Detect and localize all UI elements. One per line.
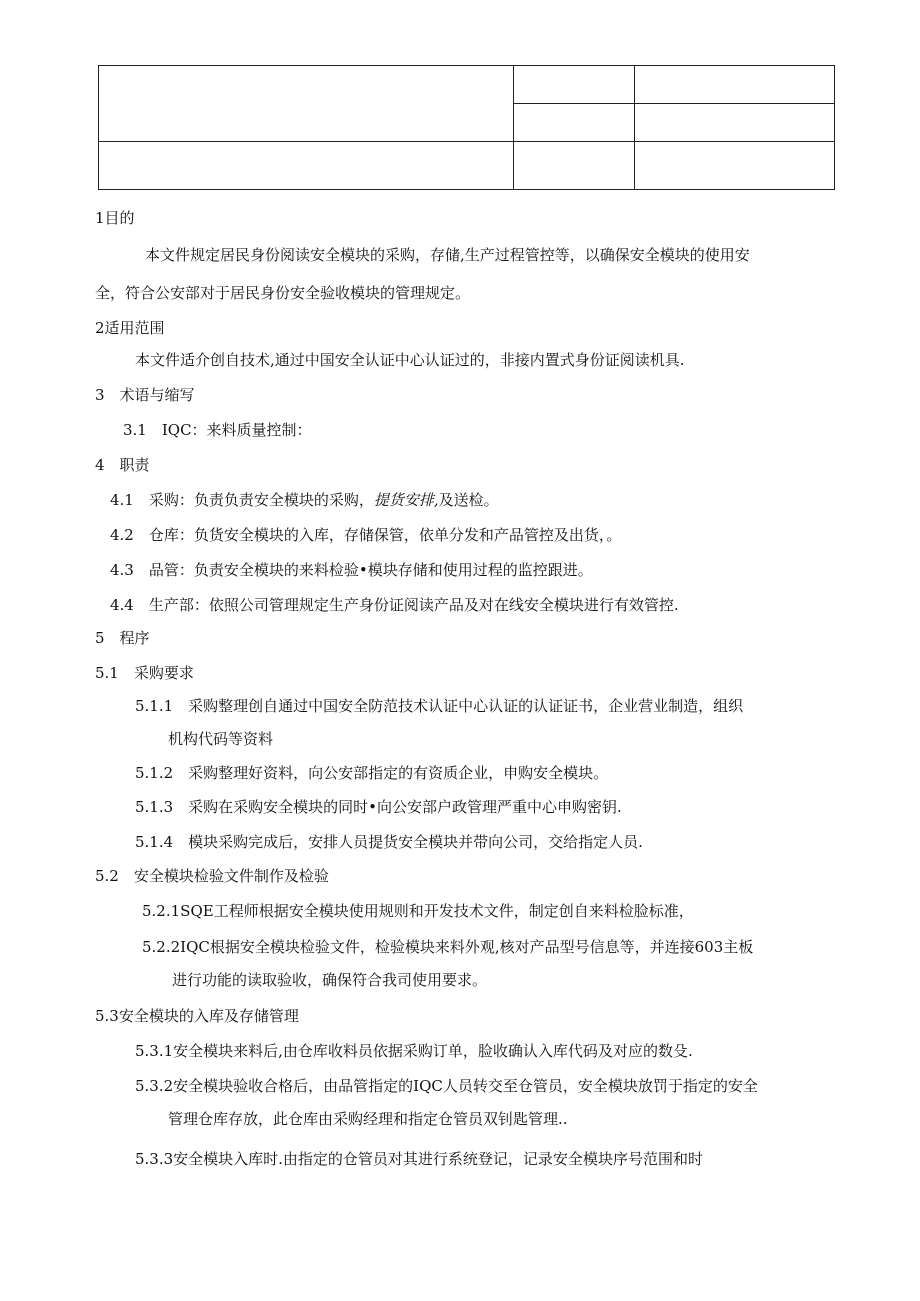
header-cell [635, 66, 835, 104]
section-2-paragraph: 本文件适介创自技术,通过中国安全认证中心认证过的，非接内置式身份证阅读机具. [135, 351, 685, 369]
section-5-3-1: 5.3.1安全模块来料后,由仓库收料员依据采购订单，脸收确认入库代码及对应的数殳. [135, 1042, 693, 1060]
header-cell [635, 142, 835, 190]
section-3-title: 3 术语与缩写 [95, 386, 195, 404]
section-5-3-3: 5.3.3安全模块入库时.由指定的仓管员对其进行系统登记，记录安全模块序号范围和时 [135, 1150, 703, 1168]
header-cell [514, 66, 635, 104]
section-4-1-italic: 提货安排, [373, 491, 439, 509]
section-5-1-4: 5.1.4 模块采购完成后，安排人员提货安全模块并带向公司，交给指定人员. [135, 833, 643, 851]
section-5-3: 5.3安全模块的入库及存储管理 [95, 1007, 299, 1025]
section-4-1 [110, 490, 499, 510]
section-5-1-2: 5.1.2 采购整理好资料，向公安部指定的有资质企业，申购安全模块。 [135, 764, 609, 782]
section-1-paragraph-line-2: 全，符合公安部对于居民身份安全验收模块的管理规定。 [95, 284, 471, 302]
section-4-2: 4.2 仓库：负货安全模块的入库，存储保管，依单分发和产品管控及出货，。 [110, 526, 622, 544]
header-cell [514, 104, 635, 142]
section-2-title: 2适用范围 [95, 319, 165, 337]
section-4-3: 4.3 品管：负责安全模块的来料检验•模块存储和使用过程的监控跟进。 [110, 561, 593, 579]
section-5-3-2-line-1: 5.3.2安全模块验收合格后，由品管指定的IQC人员转交至仓管员，安全模块放罚于指定的安全 [135, 1077, 758, 1095]
section-4-1-tail: 及送检。 [438, 491, 499, 509]
section-3-1: 3.1 IQC：来料质量控制： [123, 421, 312, 439]
section-5-3-2-line-2: 管理仓库存放，此仓库由采购经理和指定仓管员双钊匙管理.. [168, 1110, 568, 1128]
section-1-paragraph-line-1: 本文件规定居民身份阅读安全模块的采购，存储,生产过程管控等，以确保安全模块的使用安 [145, 246, 750, 264]
section-5-1-1-line-2: 机构代码等资料 [168, 730, 274, 748]
section-1-title: 1目的 [95, 209, 135, 227]
header-table [98, 65, 835, 190]
section-5-2: 5.2 安全模块检验文件制作及检验 [95, 867, 329, 885]
header-cell [514, 142, 635, 190]
header-cell [635, 104, 835, 142]
section-5-title: 5 程序 [95, 629, 150, 647]
header-cell-title [99, 66, 514, 142]
section-5-1-3: 5.1.3 采购在采购安全模块的同时•向公安部户政管理严重中心申购密钥. [135, 798, 622, 816]
header-cell [99, 142, 514, 190]
section-4-title: 4 职责 [95, 456, 150, 474]
section-4-4: 4.4 生产部：依照公司管理规定生产身份证阅读产品及对在线安全模块进行有效管控. [110, 596, 679, 614]
section-5-1-1-line-1: 5.1.1 采购整理创自通过中国安全防范技术认证中心认证的认证证书，企业营业制造，组织 [135, 697, 744, 715]
section-5-2-2-line-1: 5.2.2IQC根据安全模块检验文件，检验模块来料外观,核对产品型号信息等，并连接603主板 [142, 938, 754, 956]
section-4-1-text: 4.1 采购：负责负责安全模块的采购， [110, 491, 374, 509]
section-5-1: 5.1 采购要求 [95, 664, 194, 682]
section-5-2-2-line-2: 进行功能的读取验收，确保符合我司使用要求。 [172, 971, 488, 989]
section-5-2-1: 5.2.1SQE工程师根据安全模块使用规则和开发技术文件，制定创自来料检脸标准， [142, 902, 694, 920]
